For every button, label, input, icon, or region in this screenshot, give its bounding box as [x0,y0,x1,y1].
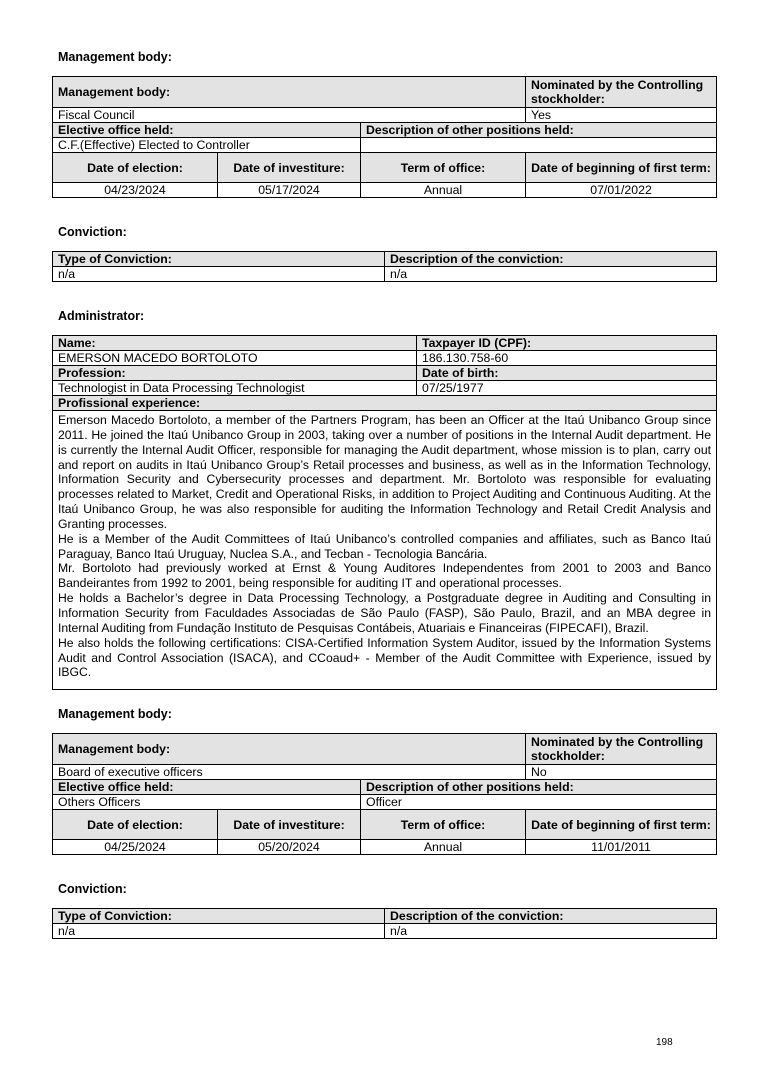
conviction-type-label: Type of Conviction: [53,252,385,267]
section-heading-management-body-2: Management body: [58,707,172,721]
date-election-label: Date of election: [53,810,218,840]
management-body-value: Board of executive officers [53,765,526,780]
elective-office-label: Elective office held: [53,123,361,138]
elective-office-value: Others Officers [53,795,361,810]
experience-paragraph: Mr. Bortoloto had previously worked at Ernst & Young Auditores Independentes from 2001 to 2003 and Banco Bandeirantes from 1992 to 2001, being responsible for auditing IT and operational processes. [58,561,711,591]
conviction-type-value: n/a [53,267,385,282]
management-body-label: Management body: [53,734,526,765]
elective-office-label: Elective office held: [53,780,361,795]
term-value: Annual [361,840,526,855]
section-heading-conviction-2: Conviction: [58,882,127,896]
name-value: EMERSON MACEDO BORTOLOTO [53,351,417,366]
administrator-table [52,335,717,690]
nominated-label: Nominated by the Controlling stockholder: [526,734,717,765]
conviction-description-label: Description of the conviction: [385,252,717,267]
experience-paragraph: He is a Member of the Audit Committees of Itaú Unibanco’s controlled companies and affiliates, such as Banco Itaú Paraguay, Banco Itaú Uruguay, Nuclea S.A., and Tecban - Tecnologia Bancária. [58,531,711,561]
page-number: 198 [656,1037,673,1048]
experience-text [53,411,716,680]
date-election-label: Date of election: [53,153,218,183]
management-body-label: Management body: [53,77,526,108]
experience-cell [53,411,717,690]
dob-value: 07/25/1977 [417,381,717,396]
first-term-label: Date of beginning of first term: [526,153,717,183]
conviction-description-value: n/a [385,267,717,282]
conviction-description-label: Description of the conviction: [385,909,717,924]
date-investiture-value: 05/17/2024 [218,183,361,198]
term-label: Term of office: [361,810,526,840]
nominated-value: No [526,765,717,780]
nominated-value: Yes [526,108,717,123]
conviction-table [52,251,717,282]
dob-label: Date of birth: [417,366,717,381]
cpf-label: Taxpayer ID (CPF): [417,336,717,351]
date-investiture-label: Date of investiture: [218,810,361,840]
profession-value: Technologist in Data Processing Technologist [53,381,417,396]
other-positions-value [361,138,717,153]
date-investiture-label: Date of investiture: [218,153,361,183]
conviction-type-value: n/a [53,924,385,939]
term-value: Annual [361,183,526,198]
first-term-value: 11/01/2011 [526,840,717,855]
first-term-label: Date of beginning of first term: [526,810,717,840]
cpf-value: 186.130.758-60 [417,351,717,366]
profession-label: Profession: [53,366,417,381]
other-positions-value: Officer [361,795,717,810]
management-body-value: Fiscal Council [53,108,526,123]
other-positions-label: Description of other positions held: [361,123,717,138]
nominated-label: Nominated by the Controlling stockholder: [526,77,717,108]
experience-label: Profissional experience: [53,396,717,411]
name-label: Name: [53,336,417,351]
conviction-type-label: Type of Conviction: [53,909,385,924]
term-label: Term of office: [361,153,526,183]
elective-office-value: C.F.(Effective) Elected to Controller [53,138,361,153]
management-body-table [52,76,717,198]
section-heading-administrator: Administrator: [58,309,145,323]
experience-paragraph: He holds a Bachelor’s degree in Data Processing Technology, a Postgraduate degree in Auditing and Consulting in Information Security from Faculdades Associadas de São Paulo (FASP), São Paulo, Brazil, and an MBA degree in Internal Auditing from Fundação Instituto de Pesquisas Contábeis, Atuariais e Financeiras (FIPECAFI), Brazil. [58,591,711,635]
date-election-value: 04/23/2024 [53,183,218,198]
experience-paragraph: He also holds the following certifications: CISA-Certified Information System Auditor, issued by the Information Systems Audit and Control Association (ISACA), and CCoaud+ - Member of the Audit Committee with Experience, issued by IBGC. [58,635,711,680]
experience-paragraph: Emerson Macedo Bortoloto, a member of the Partners Program, has been an Officer at the Itaú Unibanco Group since 2011. He joined the Itaú Unibanco Group in 2003, taking over a number of positions in the Internal Audit department. He is currently the Internal Audit Officer, responsible for managing the Audit department, whose mission is to plan, carry out and report on audits in Itaú Unibanco Group’s Retail processes and business, as well as in the Information Technology, Information Security and Cybersecurity processes and department. Mr. Bortoloto was responsible for evaluating processes related to Market, Credit and Operational Risks, in addition to Project Auditing and Continuous Auditing. At the Itaú Unibanco Group, he was also responsible for auditing the Information Technology and Retail Credit Analysis and Granting processes. [58,413,711,531]
date-investiture-value: 05/20/2024 [218,840,361,855]
conviction-table-2 [52,908,717,939]
management-body-table-2 [52,733,717,855]
first-term-value: 07/01/2022 [526,183,717,198]
section-heading-conviction: Conviction: [58,225,127,239]
date-election-value: 04/25/2024 [53,840,218,855]
section-heading-management-body: Management body: [58,50,172,64]
other-positions-label: Description of other positions held: [361,780,717,795]
conviction-description-value: n/a [385,924,717,939]
